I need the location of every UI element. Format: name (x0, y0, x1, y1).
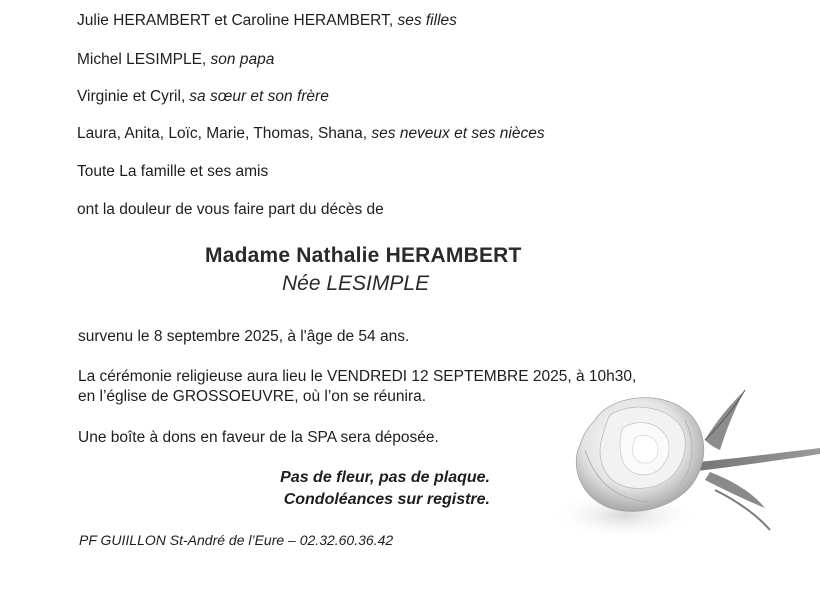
family-line-father (77, 50, 274, 70)
notice-line-1: Pas de fleur, pas de plaque. (280, 469, 490, 486)
ceremony-line-1: La cérémonie religieuse aura lieu le VENDREDI 12 SEPTEMBRE 2025, à 10h30, (78, 368, 637, 385)
family-line-siblings (77, 87, 329, 107)
family-line-nephews (77, 124, 545, 144)
death-info: survenu le 8 septembre 2025, à l'âge de 54 ans. (78, 328, 410, 345)
family-names: Virginie et Cyril, (77, 88, 186, 105)
donation-line: Une boîte à dons en faveur de la SPA sera déposée. (78, 429, 439, 446)
family-relation: son papa (210, 51, 275, 68)
notice-line-2: Condoléances sur registre. (283, 491, 490, 508)
white-rose-icon (555, 380, 820, 550)
announcement-line: ont la douleur de vous faire part du décès de (77, 201, 384, 218)
family-names: Laura, Anita, Loïc, Marie, Thomas, Shana, (77, 125, 368, 142)
deceased-name: Madame Nathalie HERAMBERT (205, 244, 522, 267)
family-relation: ses neveux et ses nièces (371, 125, 545, 142)
maiden-name: Née LESIMPLE (282, 272, 430, 295)
funeral-home: PF GUIILLON St-André de l’Eure – 02.32.60.36.42 (79, 532, 394, 548)
family-names: Toute La famille et ses amis (77, 163, 269, 180)
family-relation: sa sœur et son frère (189, 88, 329, 105)
family-names: Michel LESIMPLE, (77, 51, 207, 68)
family-names: Julie HERAMBERT et Caroline HERAMBERT, (77, 12, 394, 29)
family-line-friends (77, 162, 268, 182)
family-relation: ses filles (397, 12, 457, 29)
ceremony-line-2: en l’église de GROSSOEUVRE, où l’on se réunira. (78, 388, 427, 405)
family-line-daughters (77, 11, 457, 31)
